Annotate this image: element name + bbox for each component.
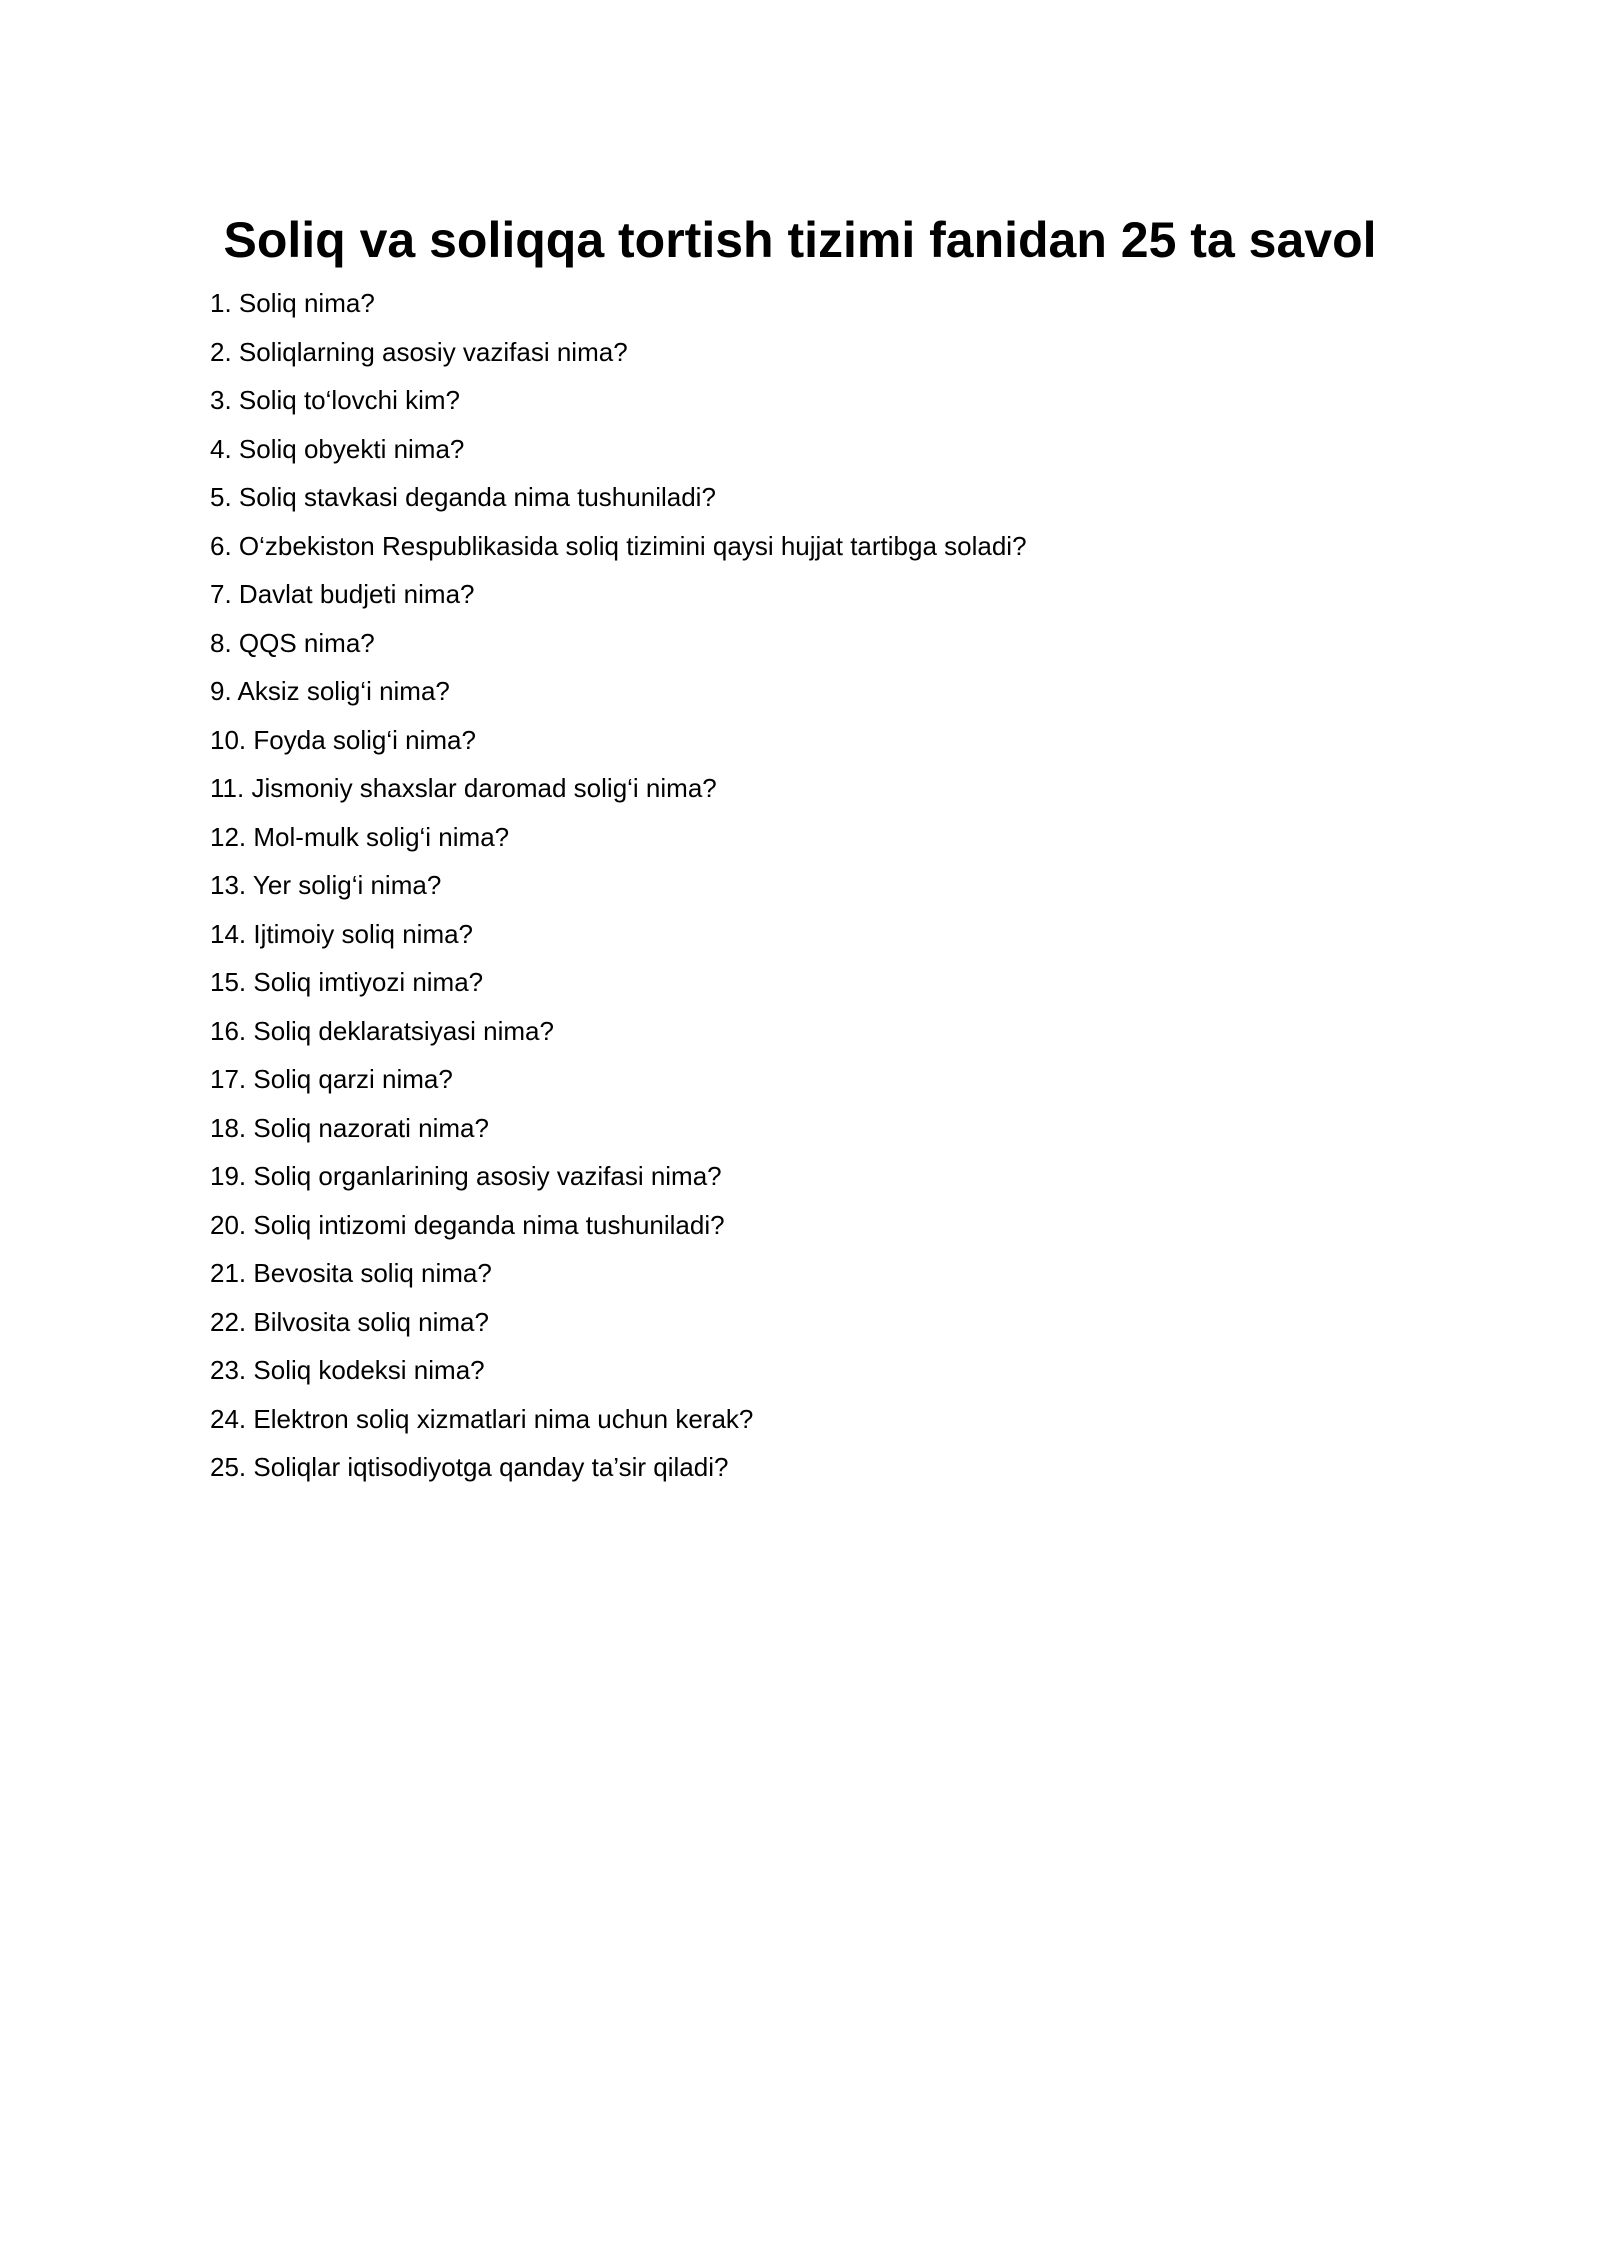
question-number: 19. <box>210 1161 247 1191</box>
question-text: Soliq stavkasi deganda nima tushuniladi? <box>238 482 716 512</box>
list-item <box>210 574 1027 623</box>
question-number: 17. <box>210 1064 247 1094</box>
question-number: 2. <box>210 336 232 367</box>
question-number: 11. <box>210 773 245 803</box>
question-number: 20. <box>210 1209 247 1240</box>
question-number: 4. <box>210 433 232 464</box>
question-text: Bevosita soliq nima? <box>253 1258 492 1288</box>
list-item <box>210 429 1027 478</box>
list-item <box>210 1059 1027 1108</box>
question-number: 5. <box>210 482 232 512</box>
list-item <box>210 914 1027 963</box>
list-item <box>210 671 1027 720</box>
question-list <box>210 283 1027 1496</box>
question-text: Yer solig‘i nima? <box>252 870 442 900</box>
question-number: 21. <box>210 1258 247 1288</box>
question-text: Soliq intizomi deganda nima tushuniladi? <box>253 1209 725 1240</box>
question-number: 7. <box>210 579 232 609</box>
question-number: 1. <box>210 288 232 318</box>
question-text: QQS nima? <box>238 627 375 658</box>
question-text: Mol-mulk solig‘i nima? <box>253 821 510 852</box>
list-item <box>210 1447 1027 1496</box>
question-number: 23. <box>210 1355 247 1385</box>
list-item <box>210 1399 1027 1448</box>
question-text: Soliqlar iqtisodiyotga qanday ta’sir qiladi? <box>253 1452 729 1482</box>
list-item <box>210 720 1027 769</box>
question-number: 10. <box>210 724 247 755</box>
list-item <box>210 380 1027 429</box>
list-item <box>210 283 1027 332</box>
list-item <box>210 1350 1027 1399</box>
question-text: Soliqlarning asosiy vazifasi nima? <box>238 336 628 367</box>
question-text: Soliq qarzi nima? <box>253 1064 453 1094</box>
question-text: Jismoniy shaxslar daromad solig‘i nima? <box>251 773 717 803</box>
question-number: 24. <box>210 1403 247 1434</box>
list-item <box>210 1205 1027 1254</box>
question-text: Ijtimoiy soliq nima? <box>253 918 474 949</box>
question-number: 3. <box>210 385 232 415</box>
list-item <box>210 817 1027 866</box>
question-text: Soliq nima? <box>238 288 375 318</box>
question-number: 16. <box>210 1015 247 1046</box>
question-number: 14. <box>210 918 247 949</box>
question-text: Soliq to‘lovchi kim? <box>238 385 461 415</box>
question-number: 12. <box>210 821 247 852</box>
list-item <box>210 1253 1027 1302</box>
list-item <box>210 332 1027 381</box>
question-text: Bilvosita soliq nima? <box>253 1306 489 1337</box>
list-item <box>210 962 1027 1011</box>
list-item <box>210 1156 1027 1205</box>
question-text: Foyda solig‘i nima? <box>253 724 476 755</box>
question-text: O‘zbekiston Respublikasida soliq tizimini qaysi hujjat tartibga soladi? <box>238 530 1027 561</box>
question-text: Aksiz solig‘i nima? <box>237 676 450 706</box>
question-text: Soliq organlarining asosiy vazifasi nima? <box>253 1161 722 1191</box>
list-item <box>210 477 1027 526</box>
question-text: Soliq kodeksi nima? <box>253 1355 485 1385</box>
question-number: 22. <box>210 1306 247 1337</box>
page-title: Soliq va soliqqa tortish tizimi fanidan 25 ta savol <box>223 212 1377 268</box>
list-item <box>210 865 1027 914</box>
question-text: Soliq deklaratsiyasi nima? <box>253 1015 554 1046</box>
question-number: 13. <box>210 870 247 900</box>
list-item <box>210 623 1027 672</box>
list-item <box>210 1302 1027 1351</box>
question-number: 18. <box>210 1112 247 1143</box>
list-item <box>210 768 1027 817</box>
question-text: Elektron soliq xizmatlari nima uchun kerak? <box>253 1403 754 1434</box>
question-text: Soliq obyekti nima? <box>238 433 465 464</box>
question-text: Soliq nazorati nima? <box>253 1112 489 1143</box>
question-text: Soliq imtiyozi nima? <box>253 967 484 997</box>
question-text: Davlat budjeti nima? <box>238 579 475 609</box>
question-number: 25. <box>210 1452 247 1482</box>
question-number: 9. <box>210 676 232 706</box>
list-item <box>210 1108 1027 1157</box>
question-number: 15. <box>210 967 247 997</box>
list-item <box>210 526 1027 575</box>
list-item <box>210 1011 1027 1060</box>
question-number: 8. <box>210 627 232 658</box>
question-number: 6. <box>210 530 232 561</box>
